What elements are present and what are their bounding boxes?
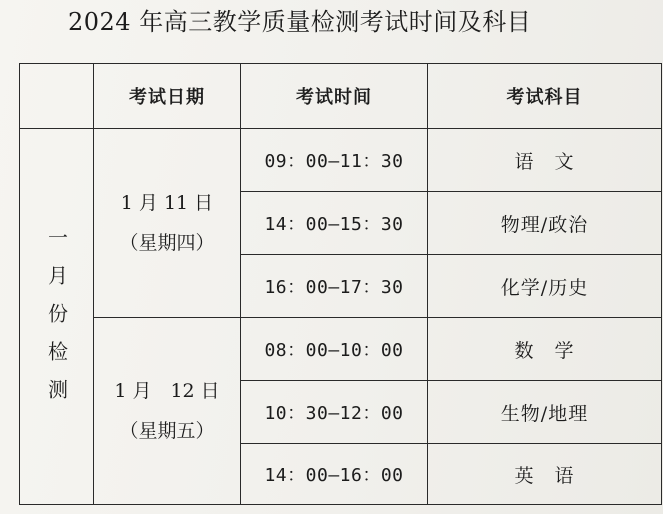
session-time: 16：00—17：30 — [264, 277, 404, 298]
subject-cell — [428, 318, 662, 381]
subject-cell — [428, 255, 662, 318]
exam-schedule-table — [19, 63, 662, 505]
session-subject: 语 文 — [514, 150, 575, 173]
session-time: 14：00—16：00 — [264, 465, 404, 486]
exam-date: 1 月 12 日 — [114, 380, 220, 402]
time-cell — [241, 192, 428, 255]
session-subject: 化学/历史 — [500, 276, 589, 299]
table-row — [20, 129, 662, 192]
subject-cell — [428, 192, 662, 255]
session-subject: 生物/地理 — [500, 402, 589, 425]
header-time: 考试时间 — [241, 64, 428, 129]
subject-cell — [428, 444, 662, 505]
table-row — [20, 318, 662, 381]
header-date: 考试日期 — [94, 64, 241, 129]
session-subject: 物理/政治 — [500, 213, 589, 236]
time-cell — [241, 255, 428, 318]
header-subject: 考试科目 — [428, 64, 662, 129]
subject-cell — [428, 381, 662, 444]
subject-cell — [428, 129, 662, 192]
time-cell — [241, 318, 428, 381]
time-cell — [241, 444, 428, 505]
header-blank-cell — [20, 64, 94, 129]
exam-date-cell — [94, 129, 241, 318]
month-label: 一月份检测 — [44, 226, 69, 417]
session-subject: 数 学 — [514, 339, 575, 362]
time-cell — [241, 129, 428, 192]
table-header-row — [20, 64, 662, 129]
session-time: 08：00—10：00 — [264, 340, 404, 361]
session-subject: 英 语 — [514, 464, 575, 487]
exam-weekday: （星期五） — [119, 420, 215, 442]
month-label-cell — [20, 129, 94, 505]
time-cell — [241, 381, 428, 444]
document-title: 2024 年高三教学质量检测考试时间及科目 — [68, 8, 532, 36]
exam-weekday: （星期四） — [119, 232, 215, 254]
session-time: 14：00—15：30 — [264, 214, 404, 235]
session-time: 09：00—11：30 — [264, 151, 404, 172]
session-time: 10：30—12：00 — [264, 403, 404, 424]
exam-date-cell — [94, 318, 241, 505]
exam-date: 1 月 11 日 — [120, 192, 214, 214]
